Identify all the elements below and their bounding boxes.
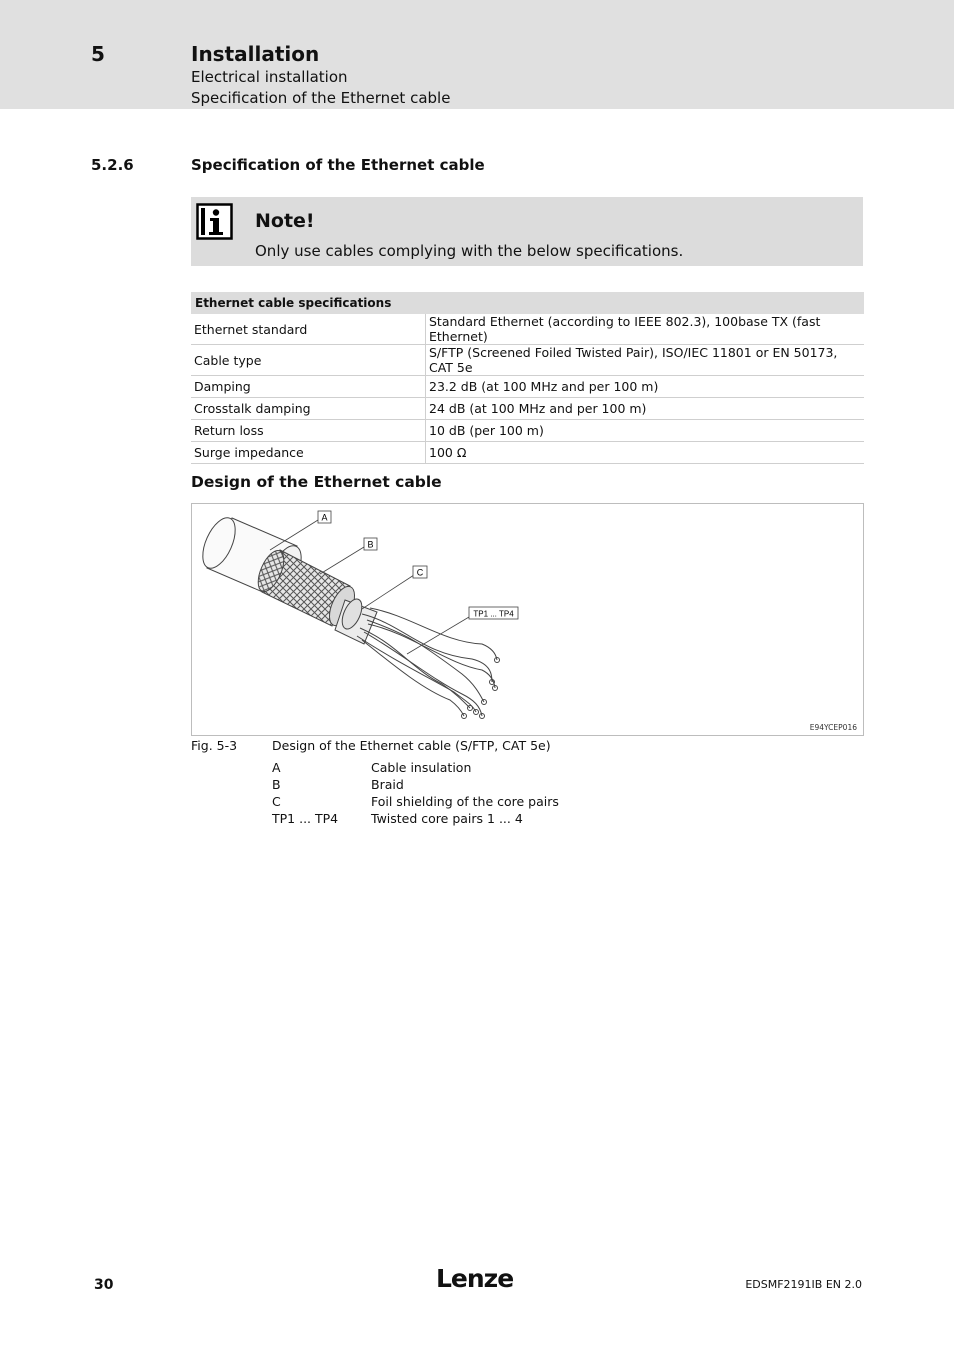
figure-caption: Design of the Ethernet cable (S/FTP, CAT 5e) [272,738,551,753]
table-header-row [191,292,864,314]
table-cell-value: 24 dB (at 100 MHz and per 100 m) [426,398,865,420]
table-row [191,345,864,376]
section-title: Specification of the Ethernet cable [191,156,485,174]
table-row [191,376,864,398]
legend-value: Cable insulation [371,760,472,775]
table-cell-value: 10 dB (per 100 m) [426,420,865,442]
table-row [191,314,864,345]
cable-illustration [192,504,863,735]
info-icon [196,203,233,240]
table-cell-key: Ethernet standard [191,314,426,345]
table-row [191,398,864,420]
design-heading: Design of the Ethernet cable [191,473,442,491]
legend-key: A [272,760,281,775]
twisted-pairs-shape [357,608,500,719]
legend-value: Twisted core pairs 1 ... 4 [371,811,523,826]
table-cell-key: Surge impedance [191,442,426,464]
callout-a: A [321,512,328,523]
legend-value: Foil shielding of the core pairs [371,794,559,809]
legend-key: C [272,794,281,809]
figure-code: E94YCEP016 [809,723,857,732]
table-cell-key: Damping [191,376,426,398]
legend-key: TP1 ... TP4 [272,811,339,826]
legend-row [272,760,672,777]
note-title: Note! [255,210,315,232]
legend-value: Braid [371,777,404,792]
callout-b: B [367,539,374,550]
table-row [191,420,864,442]
spec-table [191,292,864,464]
legend-row [272,811,672,828]
page-number: 30 [94,1277,114,1293]
note-box [191,197,863,266]
legend-key: B [272,777,281,792]
cable-figure [191,503,864,736]
table-row [191,442,864,464]
header-band [0,0,954,109]
table-cell-key: Cable type [191,345,426,376]
table-cell-key: Return loss [191,420,426,442]
document-reference: EDSMF2191IB EN 2.0 [745,1278,862,1291]
callout-c: C [416,567,424,578]
table-cell-value: S/FTP (Screened Foiled Twisted Pair), ISO/IEC 11801 or EN 50173, CAT 5e [426,345,865,376]
breadcrumb-subtitle-1: Electrical installation [191,68,348,86]
table-header: Ethernet cable specifications [191,292,864,314]
chapter-number: 5 [91,42,105,66]
table-cell-value: 23.2 dB (at 100 MHz and per 100 m) [426,376,865,398]
table-cell-value: Standard Ethernet (according to IEEE 802.3), 100base TX (fast Ethernet) [426,314,865,345]
note-text: Only use cables complying with the below specifications. [255,242,684,260]
section-number: 5.2.6 [91,156,134,174]
table-cell-key: Crosstalk damping [191,398,426,420]
table-cell-value: 100 Ω [426,442,865,464]
figure-label: Fig. 5-3 [191,738,238,753]
callout-tp: TP1 ... TP4 [473,609,514,619]
brand-logo: Lenze [436,1264,514,1293]
legend-row [272,777,672,794]
chapter-title: Installation [191,42,320,66]
figure-legend [272,760,672,828]
legend-row [272,794,672,811]
breadcrumb-subtitle-2: Specification of the Ethernet cable [191,89,451,107]
